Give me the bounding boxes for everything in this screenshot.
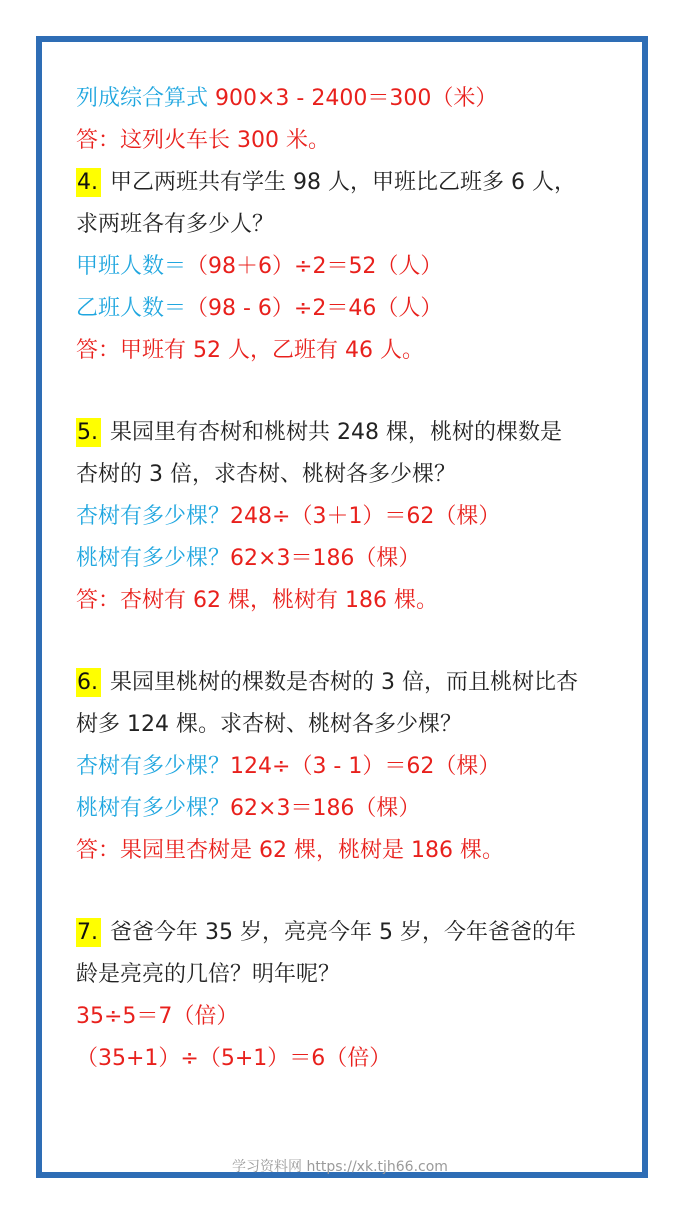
question-text: 杏树的 3 倍，求杏树、桃树各多少棵？ xyxy=(76,462,456,487)
question-number: 4. xyxy=(76,168,101,197)
step-label: 杏树有多少棵？ xyxy=(76,504,231,529)
solution-step: （35+1）÷（5+1）＝6（倍） xyxy=(76,1046,392,1071)
solution-step xyxy=(76,788,616,830)
step-label: 桃树有多少棵？ xyxy=(76,796,231,821)
solution-step xyxy=(76,288,616,330)
step-value: 248÷（3＋1）＝62（棵） xyxy=(230,504,501,529)
question-text: 树多 124 棵。求杏树、桃树各多少棵？ xyxy=(76,712,462,737)
worksheet-content xyxy=(76,78,616,1080)
question-number: 5. xyxy=(76,418,101,447)
spacer xyxy=(76,872,616,912)
question-number: 6. xyxy=(76,668,101,697)
question-5 xyxy=(76,412,616,454)
answer-line: 答：甲班有 52 人，乙班有 46 人。 xyxy=(76,338,424,363)
solution-step xyxy=(76,538,616,580)
question-text: 甲乙两班共有学生 98 人，甲班比乙班多 6 人， xyxy=(103,170,576,195)
answer-line: 答：杏树有 62 棵，桃树有 186 棵。 xyxy=(76,588,438,613)
solution-step xyxy=(76,746,616,788)
question-number: 7. xyxy=(76,918,101,947)
step-value: （98 - 6）÷2＝46（人） xyxy=(186,296,443,321)
step-value: 62×3＝186（棵） xyxy=(230,796,421,821)
answer-line: 答：这列火车长 300 米。 xyxy=(76,128,330,153)
formula-label: 列成综合算式 xyxy=(76,86,209,111)
question-4 xyxy=(76,162,616,204)
step-label: 杏树有多少棵？ xyxy=(76,754,231,779)
solution-step xyxy=(76,496,616,538)
spacer xyxy=(76,622,616,662)
question-7 xyxy=(76,912,616,954)
formula-value: 900×3 - 2400＝300（米） xyxy=(208,86,498,111)
footer-watermark: 学习资料网 https://xk.tjh66.com xyxy=(232,1159,448,1175)
question-text: 求两班各有多少人？ xyxy=(76,212,275,237)
step-label: 乙班人数＝ xyxy=(76,296,187,321)
solution-step: 35÷5＝7（倍） xyxy=(76,1004,239,1029)
question-text: 爸爸今年 35 岁，亮亮今年 5 岁，今年爸爸的年 xyxy=(103,920,576,945)
solution-step xyxy=(76,246,616,288)
question-text: 果园里桃树的棵数是杏树的 3 倍，而且桃树比杏 xyxy=(103,670,578,695)
step-label: 甲班人数＝ xyxy=(76,254,187,279)
question-text: 果园里有杏树和桃树共 248 棵，桃树的棵数是 xyxy=(103,420,562,445)
step-value: 124÷（3 - 1）＝62（棵） xyxy=(230,754,501,779)
answer-line: 答：果园里杏树是 62 棵，桃树是 186 棵。 xyxy=(76,838,504,863)
spacer xyxy=(76,372,616,412)
formula-line xyxy=(76,78,616,120)
step-label: 桃树有多少棵？ xyxy=(76,546,231,571)
step-value: 62×3＝186（棵） xyxy=(230,546,421,571)
step-value: （98＋6）÷2＝52（人） xyxy=(186,254,443,279)
question-text: 龄是亮亮的几倍？明年呢？ xyxy=(76,962,341,987)
question-6 xyxy=(76,662,616,704)
